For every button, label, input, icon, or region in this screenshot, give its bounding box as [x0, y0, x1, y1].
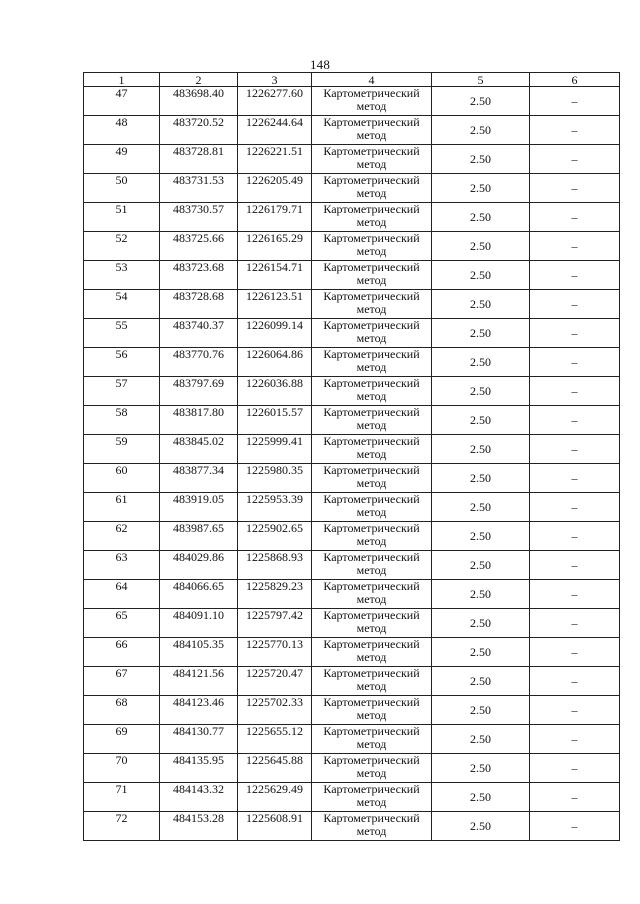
method-label-line2: метод	[356, 244, 387, 258]
x-coordinate-cell: 484029.86	[160, 551, 238, 580]
note-cell: –	[530, 319, 620, 348]
point-number-cell: 70	[84, 754, 160, 783]
x-coordinate-cell: 484066.65	[160, 580, 238, 609]
method-cell	[312, 812, 432, 841]
x-coordinate-cell: 484105.35	[160, 638, 238, 667]
point-number-cell: 51	[84, 203, 160, 232]
table-row	[84, 290, 620, 319]
y-coordinate-cell: 1226221.51	[238, 145, 312, 174]
note-cell: –	[530, 725, 620, 754]
x-coordinate-cell: 483698.40	[160, 87, 238, 116]
x-coordinate-cell: 483725.66	[160, 232, 238, 261]
note-cell: –	[530, 783, 620, 812]
note-cell: –	[530, 812, 620, 841]
accuracy-cell: 2.50	[432, 493, 530, 522]
method-label-line1: Картометрический	[323, 811, 420, 825]
table-row	[84, 609, 620, 638]
method-label-line2: метод	[356, 737, 387, 751]
y-coordinate-cell: 1225797.42	[238, 609, 312, 638]
method-label-line2: метод	[356, 186, 387, 200]
note-cell: –	[530, 348, 620, 377]
table-row	[84, 493, 620, 522]
method-label-line1: Картометрический	[323, 724, 420, 738]
method-label-line2: метод	[356, 795, 387, 809]
x-coordinate-cell: 484091.10	[160, 609, 238, 638]
method-label-line1: Картометрический	[323, 115, 420, 129]
method-cell	[312, 145, 432, 174]
note-cell: –	[530, 261, 620, 290]
method-label-line2: метод	[356, 99, 387, 113]
table-row	[84, 464, 620, 493]
table-row	[84, 580, 620, 609]
page-number: 148	[309, 57, 331, 72]
note-cell: –	[530, 464, 620, 493]
accuracy-cell: 2.50	[432, 522, 530, 551]
method-cell	[312, 609, 432, 638]
accuracy-cell: 2.50	[432, 783, 530, 812]
y-coordinate-cell: 1226179.71	[238, 203, 312, 232]
method-label-line1: Картометрический	[323, 579, 420, 593]
table-body	[84, 87, 620, 841]
x-coordinate-cell: 484130.77	[160, 725, 238, 754]
method-label-line2: метод	[356, 476, 387, 490]
y-coordinate-cell: 1225980.35	[238, 464, 312, 493]
accuracy-cell: 2.50	[432, 87, 530, 116]
x-coordinate-cell: 483728.81	[160, 145, 238, 174]
note-cell: –	[530, 638, 620, 667]
column-header-3: 3	[238, 73, 312, 87]
table-row	[84, 203, 620, 232]
point-number-cell: 61	[84, 493, 160, 522]
y-coordinate-cell: 1226099.14	[238, 319, 312, 348]
x-coordinate-cell: 484121.56	[160, 667, 238, 696]
method-cell	[312, 406, 432, 435]
method-label-line1: Картометрический	[323, 405, 420, 419]
table-row	[84, 638, 620, 667]
table-row	[84, 406, 620, 435]
method-label-line2: метод	[356, 128, 387, 142]
accuracy-cell: 2.50	[432, 754, 530, 783]
method-cell	[312, 319, 432, 348]
y-coordinate-cell: 1225608.91	[238, 812, 312, 841]
method-label-line1: Картометрический	[323, 608, 420, 622]
y-coordinate-cell: 1225999.41	[238, 435, 312, 464]
method-cell	[312, 464, 432, 493]
method-cell	[312, 261, 432, 290]
table-row	[84, 696, 620, 725]
point-number-cell: 59	[84, 435, 160, 464]
note-cell: –	[530, 406, 620, 435]
method-label-line1: Картометрический	[323, 521, 420, 535]
method-cell	[312, 754, 432, 783]
y-coordinate-cell: 1225868.93	[238, 551, 312, 580]
y-coordinate-cell: 1225829.23	[238, 580, 312, 609]
accuracy-cell: 2.50	[432, 696, 530, 725]
method-cell	[312, 290, 432, 319]
method-label-line1: Картометрический	[323, 347, 420, 361]
method-cell	[312, 551, 432, 580]
accuracy-cell: 2.50	[432, 174, 530, 203]
method-label-line2: метод	[356, 534, 387, 548]
method-label-line1: Картометрический	[323, 434, 420, 448]
accuracy-cell: 2.50	[432, 319, 530, 348]
point-number-cell: 71	[84, 783, 160, 812]
point-number-cell: 66	[84, 638, 160, 667]
accuracy-cell: 2.50	[432, 232, 530, 261]
method-label-line2: метод	[356, 708, 387, 722]
method-label-line2: метод	[356, 766, 387, 780]
y-coordinate-cell: 1226123.51	[238, 290, 312, 319]
method-label-line2: метод	[356, 360, 387, 374]
table-row	[84, 174, 620, 203]
table-row	[84, 435, 620, 464]
method-label-line1: Картометрический	[323, 260, 420, 274]
method-label-line1: Картометрический	[323, 231, 420, 245]
method-label-line2: метод	[356, 331, 387, 345]
x-coordinate-cell: 484135.95	[160, 754, 238, 783]
method-cell	[312, 116, 432, 145]
y-coordinate-cell: 1225953.39	[238, 493, 312, 522]
point-number-cell: 57	[84, 377, 160, 406]
y-coordinate-cell: 1226277.60	[238, 87, 312, 116]
y-coordinate-cell: 1226205.49	[238, 174, 312, 203]
method-cell	[312, 87, 432, 116]
table-row	[84, 348, 620, 377]
point-number-cell: 48	[84, 116, 160, 145]
x-coordinate-cell: 483723.68	[160, 261, 238, 290]
accuracy-cell: 2.50	[432, 290, 530, 319]
x-coordinate-cell: 484153.28	[160, 812, 238, 841]
method-cell	[312, 203, 432, 232]
note-cell: –	[530, 377, 620, 406]
table-row	[84, 145, 620, 174]
point-number-cell: 49	[84, 145, 160, 174]
method-label-line2: метод	[356, 505, 387, 519]
note-cell: –	[530, 522, 620, 551]
note-cell: –	[530, 696, 620, 725]
y-coordinate-cell: 1225645.88	[238, 754, 312, 783]
x-coordinate-cell: 483797.69	[160, 377, 238, 406]
x-coordinate-cell: 483720.52	[160, 116, 238, 145]
y-coordinate-cell: 1225902.65	[238, 522, 312, 551]
column-header-4: 4	[312, 73, 432, 87]
coordinates-table	[83, 72, 620, 841]
method-label-line1: Картометрический	[323, 695, 420, 709]
y-coordinate-cell: 1225629.49	[238, 783, 312, 812]
method-label-line1: Картометрический	[323, 86, 420, 100]
accuracy-cell: 2.50	[432, 116, 530, 145]
table-row	[84, 812, 620, 841]
method-label-line1: Картометрический	[323, 173, 420, 187]
point-number-cell: 56	[84, 348, 160, 377]
x-coordinate-cell: 483817.80	[160, 406, 238, 435]
point-number-cell: 68	[84, 696, 160, 725]
y-coordinate-cell: 1225720.47	[238, 667, 312, 696]
note-cell: –	[530, 667, 620, 696]
table-row	[84, 551, 620, 580]
method-cell	[312, 725, 432, 754]
method-label-line2: метод	[356, 215, 387, 229]
y-coordinate-cell: 1225655.12	[238, 725, 312, 754]
method-label-line2: метод	[356, 679, 387, 693]
method-label-line1: Картометрический	[323, 463, 420, 477]
accuracy-cell: 2.50	[432, 377, 530, 406]
accuracy-cell: 2.50	[432, 725, 530, 754]
x-coordinate-cell: 483731.53	[160, 174, 238, 203]
point-number-cell: 52	[84, 232, 160, 261]
x-coordinate-cell: 483740.37	[160, 319, 238, 348]
x-coordinate-cell: 483919.05	[160, 493, 238, 522]
method-label-line1: Картометрический	[323, 376, 420, 390]
accuracy-cell: 2.50	[432, 203, 530, 232]
table-row	[84, 319, 620, 348]
method-label-line1: Картометрический	[323, 318, 420, 332]
column-header-5: 5	[432, 73, 530, 87]
method-label-line2: метод	[356, 447, 387, 461]
column-header-2: 2	[160, 73, 238, 87]
method-cell	[312, 638, 432, 667]
accuracy-cell: 2.50	[432, 609, 530, 638]
x-coordinate-cell: 484143.32	[160, 783, 238, 812]
note-cell: –	[530, 609, 620, 638]
method-cell	[312, 783, 432, 812]
point-number-cell: 53	[84, 261, 160, 290]
method-label-line1: Картометрический	[323, 202, 420, 216]
accuracy-cell: 2.50	[432, 261, 530, 290]
note-cell: –	[530, 551, 620, 580]
table-row	[84, 725, 620, 754]
method-cell	[312, 377, 432, 406]
method-label-line1: Картометрический	[323, 492, 420, 506]
x-coordinate-cell: 483877.34	[160, 464, 238, 493]
point-number-cell: 72	[84, 812, 160, 841]
column-header-1: 1	[84, 73, 160, 87]
method-label-line2: метод	[356, 418, 387, 432]
method-label-line2: метод	[356, 563, 387, 577]
x-coordinate-cell: 483987.65	[160, 522, 238, 551]
table-row	[84, 522, 620, 551]
method-cell	[312, 580, 432, 609]
accuracy-cell: 2.50	[432, 464, 530, 493]
y-coordinate-cell: 1226244.64	[238, 116, 312, 145]
method-cell	[312, 435, 432, 464]
table-row	[84, 667, 620, 696]
note-cell: –	[530, 87, 620, 116]
table-row	[84, 377, 620, 406]
method-cell	[312, 696, 432, 725]
method-label-line2: метод	[356, 389, 387, 403]
method-label-line2: метод	[356, 302, 387, 316]
point-number-cell: 63	[84, 551, 160, 580]
point-number-cell: 47	[84, 87, 160, 116]
table-row	[84, 87, 620, 116]
accuracy-cell: 2.50	[432, 638, 530, 667]
point-number-cell: 67	[84, 667, 160, 696]
note-cell: –	[530, 203, 620, 232]
method-cell	[312, 522, 432, 551]
accuracy-cell: 2.50	[432, 667, 530, 696]
y-coordinate-cell: 1226064.86	[238, 348, 312, 377]
x-coordinate-cell: 483730.57	[160, 203, 238, 232]
table-row	[84, 116, 620, 145]
accuracy-cell: 2.50	[432, 145, 530, 174]
note-cell: –	[530, 232, 620, 261]
header-row	[84, 73, 620, 87]
method-label-line2: метод	[356, 650, 387, 664]
table-header	[84, 73, 620, 87]
accuracy-cell: 2.50	[432, 406, 530, 435]
note-cell: –	[530, 754, 620, 783]
method-label-line1: Картометрический	[323, 666, 420, 680]
note-cell: –	[530, 435, 620, 464]
note-cell: –	[530, 290, 620, 319]
y-coordinate-cell: 1226036.88	[238, 377, 312, 406]
y-coordinate-cell: 1225702.33	[238, 696, 312, 725]
note-cell: –	[530, 493, 620, 522]
method-label-line2: метод	[356, 592, 387, 606]
y-coordinate-cell: 1226154.71	[238, 261, 312, 290]
note-cell: –	[530, 174, 620, 203]
method-cell	[312, 232, 432, 261]
point-number-cell: 69	[84, 725, 160, 754]
x-coordinate-cell: 483845.02	[160, 435, 238, 464]
point-number-cell: 54	[84, 290, 160, 319]
method-cell	[312, 493, 432, 522]
method-label-line1: Картометрический	[323, 144, 420, 158]
y-coordinate-cell: 1225770.13	[238, 638, 312, 667]
table-row	[84, 232, 620, 261]
method-label-line2: метод	[356, 824, 387, 838]
accuracy-cell: 2.50	[432, 348, 530, 377]
point-number-cell: 62	[84, 522, 160, 551]
method-label-line2: метод	[356, 621, 387, 635]
x-coordinate-cell: 483770.76	[160, 348, 238, 377]
point-number-cell: 65	[84, 609, 160, 638]
method-label-line1: Картометрический	[323, 637, 420, 651]
y-coordinate-cell: 1226015.57	[238, 406, 312, 435]
x-coordinate-cell: 484123.46	[160, 696, 238, 725]
method-label-line1: Картометрический	[323, 289, 420, 303]
table-row	[84, 261, 620, 290]
accuracy-cell: 2.50	[432, 580, 530, 609]
column-header-6: 6	[530, 73, 620, 87]
y-coordinate-cell: 1226165.29	[238, 232, 312, 261]
method-label-line1: Картометрический	[323, 550, 420, 564]
method-label-line2: метод	[356, 157, 387, 171]
note-cell: –	[530, 580, 620, 609]
method-label-line1: Картометрический	[323, 782, 420, 796]
method-label-line2: метод	[356, 273, 387, 287]
method-cell	[312, 348, 432, 377]
method-cell	[312, 174, 432, 203]
x-coordinate-cell: 483728.68	[160, 290, 238, 319]
point-number-cell: 55	[84, 319, 160, 348]
point-number-cell: 64	[84, 580, 160, 609]
accuracy-cell: 2.50	[432, 551, 530, 580]
method-cell	[312, 667, 432, 696]
accuracy-cell: 2.50	[432, 435, 530, 464]
point-number-cell: 60	[84, 464, 160, 493]
table-row	[84, 754, 620, 783]
accuracy-cell: 2.50	[432, 812, 530, 841]
table-row	[84, 783, 620, 812]
point-number-cell: 58	[84, 406, 160, 435]
note-cell: –	[530, 145, 620, 174]
point-number-cell: 50	[84, 174, 160, 203]
method-label-line1: Картометрический	[323, 753, 420, 767]
note-cell: –	[530, 116, 620, 145]
